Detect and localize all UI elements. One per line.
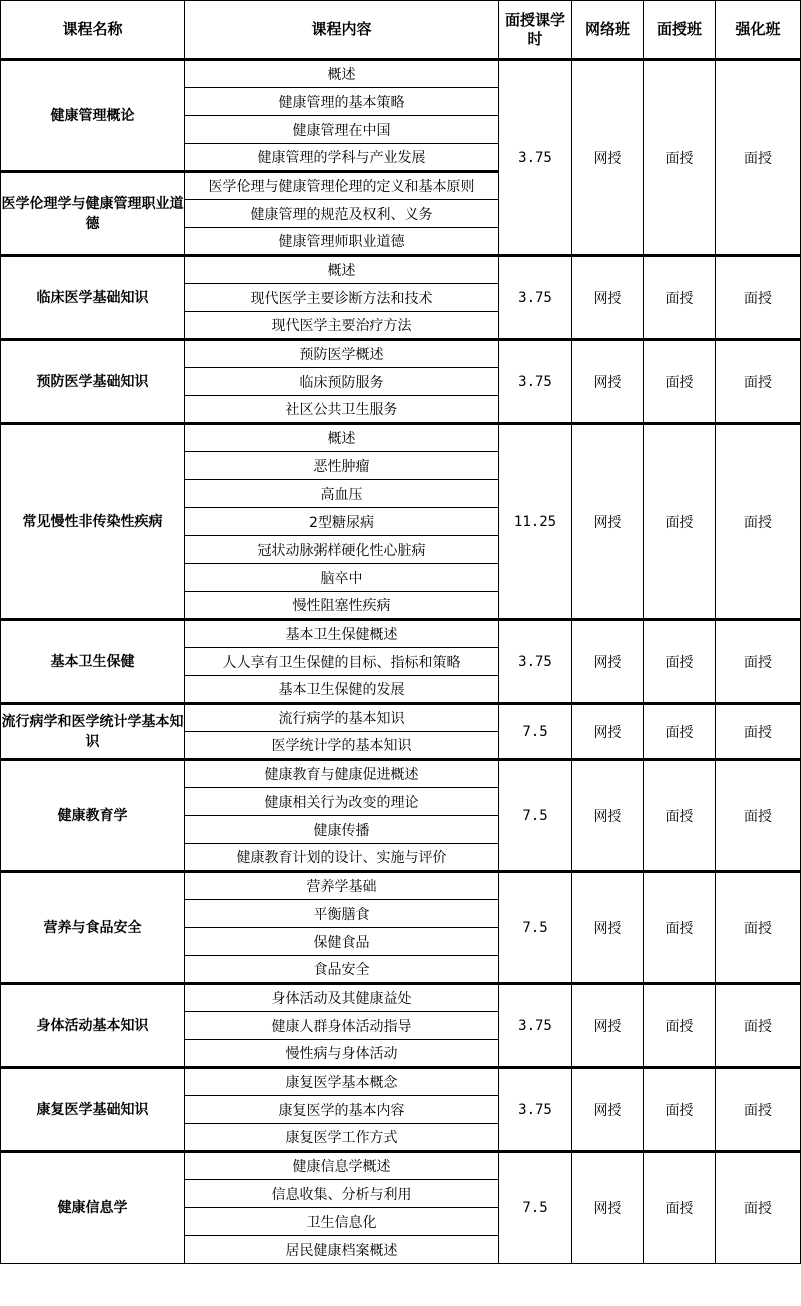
inperson-class-mode: 面授: [644, 872, 716, 984]
online-class-mode: 网授: [572, 1152, 644, 1264]
inperson-class-mode: 面授: [644, 340, 716, 424]
table-row: [1, 1152, 801, 1180]
course-hours: 3.75: [499, 984, 572, 1068]
header-inperson-class: 面授班: [644, 1, 716, 60]
course-topic: 预防医学概述: [185, 340, 499, 368]
course-topic: 食品安全: [185, 956, 499, 984]
course-topic: 2型糖尿病: [185, 508, 499, 536]
inperson-class-mode: 面授: [644, 760, 716, 872]
course-hours: 7.5: [499, 760, 572, 872]
course-topic: 平衡膳食: [185, 900, 499, 928]
online-class-mode: 网授: [572, 760, 644, 872]
table-row: [1, 60, 801, 88]
table-row: [1, 256, 801, 284]
course-topic: 康复医学工作方式: [185, 1124, 499, 1152]
course-topic: 社区公共卫生服务: [185, 396, 499, 424]
course-topic: 信息收集、分析与利用: [185, 1180, 499, 1208]
online-class-mode: 网授: [572, 256, 644, 340]
header-course-content: 课程内容: [185, 1, 499, 60]
intensive-class-mode: 面授: [716, 984, 801, 1068]
intensive-class-mode: 面授: [716, 256, 801, 340]
online-class-mode: 网授: [572, 60, 644, 256]
course-hours: 7.5: [499, 872, 572, 984]
table-row: [1, 340, 801, 368]
course-topic: 医学统计学的基本知识: [185, 732, 499, 760]
course-topic: 基本卫生保健概述: [185, 620, 499, 648]
header-hours: 面授课学时: [499, 1, 572, 60]
course-topic: 健康管理的基本策略: [185, 88, 499, 116]
course-topic: 康复医学的基本内容: [185, 1096, 499, 1124]
inperson-class-mode: 面授: [644, 256, 716, 340]
inperson-class-mode: 面授: [644, 1068, 716, 1152]
header-row: [1, 1, 801, 60]
course-topic: 医学伦理与健康管理伦理的定义和基本原则: [185, 172, 499, 200]
course-name: 流行病学和医学统计学基本知识: [1, 704, 185, 760]
course-topic: 康复医学基本概念: [185, 1068, 499, 1096]
course-topic: 现代医学主要治疗方法: [185, 312, 499, 340]
course-hours: 11.25: [499, 424, 572, 620]
intensive-class-mode: 面授: [716, 1068, 801, 1152]
course-topic: 慢性阻塞性疾病: [185, 592, 499, 620]
course-name: 临床医学基础知识: [1, 256, 185, 340]
course-topic: 概述: [185, 256, 499, 284]
table-row: [1, 424, 801, 452]
course-topic: 卫生信息化: [185, 1208, 499, 1236]
course-topic: 脑卒中: [185, 564, 499, 592]
course-topic: 高血压: [185, 480, 499, 508]
course-topic: 健康管理的规范及权利、义务: [185, 200, 499, 228]
course-hours: 3.75: [499, 256, 572, 340]
course-topic: 健康教育计划的设计、实施与评价: [185, 844, 499, 872]
intensive-class-mode: 面授: [716, 424, 801, 620]
course-name: 预防医学基础知识: [1, 340, 185, 424]
online-class-mode: 网授: [572, 620, 644, 704]
course-topic: 健康传播: [185, 816, 499, 844]
course-topic: 营养学基础: [185, 872, 499, 900]
table-row: [1, 620, 801, 648]
online-class-mode: 网授: [572, 1068, 644, 1152]
intensive-class-mode: 面授: [716, 1152, 801, 1264]
course-topic: 健康相关行为改变的理论: [185, 788, 499, 816]
course-topic: 流行病学的基本知识: [185, 704, 499, 732]
intensive-class-mode: 面授: [716, 872, 801, 984]
course-hours: 3.75: [499, 1068, 572, 1152]
course-topic: 恶性肿瘤: [185, 452, 499, 480]
intensive-class-mode: 面授: [716, 620, 801, 704]
course-topic: 健康管理的学科与产业发展: [185, 144, 499, 172]
course-topic: 人人享有卫生保健的目标、指标和策略: [185, 648, 499, 676]
table-row: [1, 704, 801, 732]
course-topic: 临床预防服务: [185, 368, 499, 396]
course-name: 康复医学基础知识: [1, 1068, 185, 1152]
course-topic: 健康管理在中国: [185, 116, 499, 144]
course-topic: 基本卫生保健的发展: [185, 676, 499, 704]
intensive-class-mode: 面授: [716, 60, 801, 256]
course-hours: 7.5: [499, 704, 572, 760]
course-name: 健康管理概论: [1, 60, 185, 172]
course-name: 健康信息学: [1, 1152, 185, 1264]
course-topic: 身体活动及其健康益处: [185, 984, 499, 1012]
intensive-class-mode: 面授: [716, 760, 801, 872]
inperson-class-mode: 面授: [644, 620, 716, 704]
online-class-mode: 网授: [572, 424, 644, 620]
course-name: 常见慢性非传染性疾病: [1, 424, 185, 620]
course-topic: 健康管理师职业道德: [185, 228, 499, 256]
course-name: 营养与食品安全: [1, 872, 185, 984]
online-class-mode: 网授: [572, 984, 644, 1068]
course-topic: 健康人群身体活动指导: [185, 1012, 499, 1040]
intensive-class-mode: 面授: [716, 340, 801, 424]
table-row: [1, 1068, 801, 1096]
course-name: 身体活动基本知识: [1, 984, 185, 1068]
course-topic: 居民健康档案概述: [185, 1236, 499, 1264]
inperson-class-mode: 面授: [644, 1152, 716, 1264]
inperson-class-mode: 面授: [644, 704, 716, 760]
course-hours: 3.75: [499, 60, 572, 256]
course-topic: 健康信息学概述: [185, 1152, 499, 1180]
inperson-class-mode: 面授: [644, 424, 716, 620]
online-class-mode: 网授: [572, 872, 644, 984]
header-course-name: 课程名称: [1, 1, 185, 60]
table-row: [1, 872, 801, 900]
intensive-class-mode: 面授: [716, 704, 801, 760]
course-topic: 概述: [185, 60, 499, 88]
course-topic: 健康教育与健康促进概述: [185, 760, 499, 788]
header-online-class: 网络班: [572, 1, 644, 60]
course-topic: 冠状动脉粥样硬化性心脏病: [185, 536, 499, 564]
course-name: 基本卫生保健: [1, 620, 185, 704]
course-name: 医学伦理学与健康管理职业道德: [1, 172, 185, 256]
header-intensive-class: 强化班: [716, 1, 801, 60]
course-topic: 现代医学主要诊断方法和技术: [185, 284, 499, 312]
course-hours: 3.75: [499, 340, 572, 424]
online-class-mode: 网授: [572, 704, 644, 760]
table-row: [1, 760, 801, 788]
course-name: 健康教育学: [1, 760, 185, 872]
course-topic: 概述: [185, 424, 499, 452]
course-hours: 7.5: [499, 1152, 572, 1264]
inperson-class-mode: 面授: [644, 984, 716, 1068]
course-topic: 保健食品: [185, 928, 499, 956]
online-class-mode: 网授: [572, 340, 644, 424]
course-topic: 慢性病与身体活动: [185, 1040, 499, 1068]
table-row: [1, 984, 801, 1012]
inperson-class-mode: 面授: [644, 60, 716, 256]
course-hours: 3.75: [499, 620, 572, 704]
